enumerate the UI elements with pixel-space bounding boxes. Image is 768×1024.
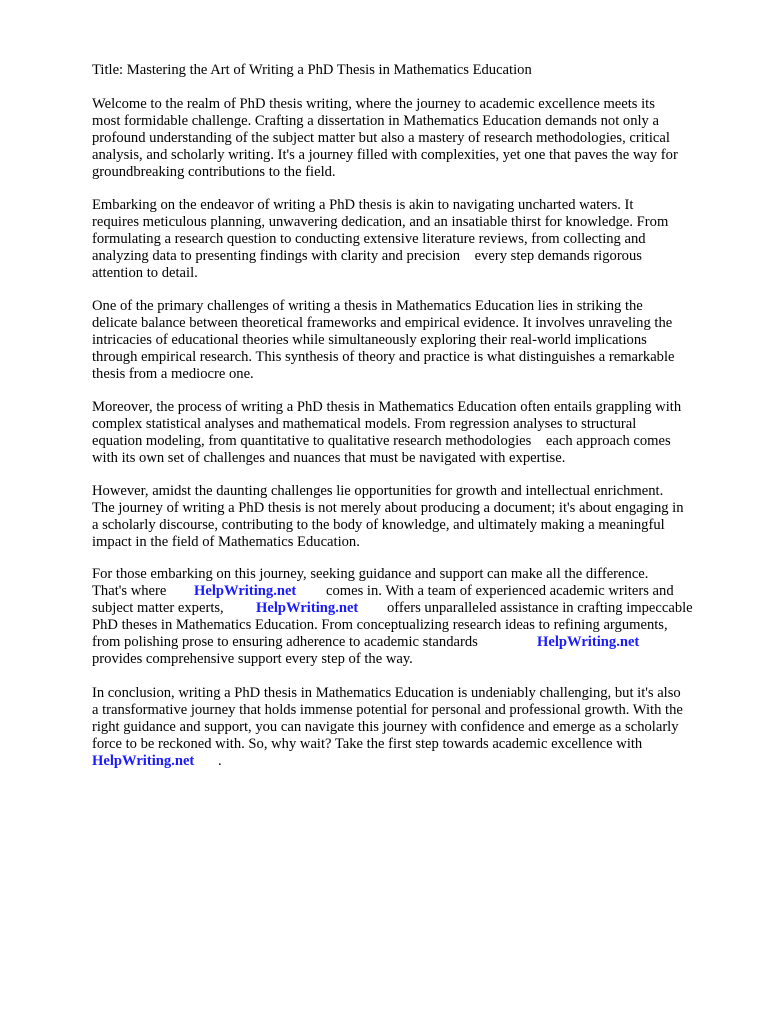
paragraph-2-line: analyzing data to presenting findings with clarity and precision every step demands rigorous: [92, 248, 642, 264]
paragraph-2-line: formulating a research question to conducting extensive literature reviews, from collecting and: [92, 231, 646, 247]
helpwriting-link[interactable]: HelpWriting.net: [194, 583, 297, 599]
paragraph-1-line: Welcome to the realm of PhD thesis writing, where the journey to academic excellence meets its: [92, 96, 655, 112]
closing-period: .: [218, 753, 222, 769]
paragraph-4-line: with its own set of challenges and nuances that must be navigated with expertise.: [92, 450, 566, 466]
paragraph-6-line: That's where: [92, 583, 167, 599]
paragraph-3-line: thesis from a mediocre one.: [92, 366, 254, 382]
paragraph-6-line: subject matter experts,: [92, 600, 224, 616]
paragraph-5-line: a scholarly discourse, contributing to the body of knowledge, and ultimately making a meaningful: [92, 517, 665, 533]
paragraph-7-line: force to be reckoned with. So, why wait? Take the first step towards academic excellence with: [92, 736, 643, 752]
paragraph-7-line: right guidance and support, you can navigate this journey with confidence and emerge as a scholarly: [92, 719, 679, 735]
paragraph-6-line: from polishing prose to ensuring adherence to academic standards: [92, 634, 478, 650]
paragraph-1-line: analysis, and scholarly writing. It's a journey filled with complexities, yet one that paves the way for: [92, 147, 678, 163]
paragraph-6-line: provides comprehensive support every step of the way.: [92, 651, 413, 667]
paragraph-6-line: comes in. With a team of experienced academic writers and: [326, 583, 674, 599]
paragraph-5-line: The journey of writing a PhD thesis is not merely about producing a document; it's about engaging in: [92, 500, 684, 516]
document-title: Title: Mastering the Art of Writing a PhD Thesis in Mathematics Education: [92, 62, 532, 78]
helpwriting-link[interactable]: HelpWriting.net: [256, 600, 359, 616]
paragraph-6-line: offers unparalleled assistance in crafting impeccable: [387, 600, 693, 616]
paragraph-3-line: through empirical research. This synthesis of theory and practice is what distinguishes a remarkable: [92, 349, 675, 365]
paragraph-2-line: requires meticulous planning, unwavering dedication, and an insatiable thirst for knowledge. From: [92, 214, 669, 230]
paragraph-5-line: However, amidst the daunting challenges lie opportunities for growth and intellectual enrichment.: [92, 483, 664, 499]
paragraph-6-line: PhD theses in Mathematics Education. From conceptualizing research ideas to refining arguments,: [92, 617, 668, 633]
paragraph-5-line: impact in the field of Mathematics Education.: [92, 534, 360, 550]
paragraph-6-line: For those embarking on this journey, seeking guidance and support can make all the difference.: [92, 566, 649, 582]
paragraph-2-line: Embarking on the endeavor of writing a PhD thesis is akin to navigating uncharted waters. It: [92, 197, 634, 213]
paragraph-3-line: delicate balance between theoretical frameworks and empirical evidence. It involves unraveling the: [92, 315, 673, 331]
paragraph-1-line: profound understanding of the subject matter but also a mastery of research methodologies, critical: [92, 130, 670, 146]
paragraph-4-line: Moreover, the process of writing a PhD thesis in Mathematics Education often entails grappling with: [92, 399, 682, 415]
helpwriting-link[interactable]: HelpWriting.net: [92, 753, 195, 769]
paragraph-2-line: attention to detail.: [92, 265, 198, 281]
paragraph-3-line: One of the primary challenges of writing a thesis in Mathematics Education lies in striking the: [92, 298, 643, 314]
paragraph-4-line: equation modeling, from quantitative to qualitative research methodologies each approach comes: [92, 433, 671, 449]
paragraph-7-line: a transformative journey that holds immense potential for personal and professional growth. With the: [92, 702, 683, 718]
paragraph-1-line: most formidable challenge. Crafting a dissertation in Mathematics Education demands not only a: [92, 113, 659, 129]
paragraph-3-line: intricacies of educational theories while simultaneously exploring their real-world implications: [92, 332, 647, 348]
helpwriting-link[interactable]: HelpWriting.net: [537, 634, 640, 650]
paragraph-1-line: groundbreaking contributions to the field.: [92, 164, 336, 180]
paragraph-4-line: complex statistical analyses and mathematical models. From regression analyses to structural: [92, 416, 637, 432]
paragraph-7-line: In conclusion, writing a PhD thesis in Mathematics Education is undeniably challenging, but it's also: [92, 685, 681, 701]
